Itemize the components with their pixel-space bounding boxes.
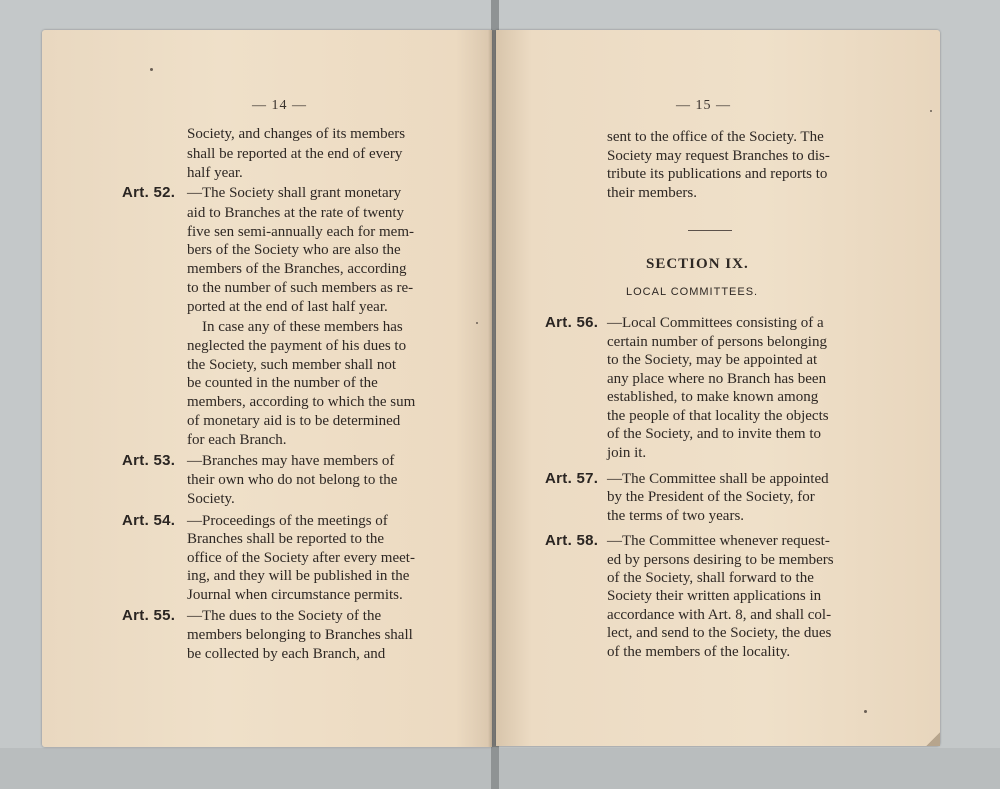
text-line: —The Society shall grant monetary — [187, 185, 402, 201]
section-divider — [688, 230, 732, 231]
page-number-15: — 15 — — [676, 98, 731, 113]
article-55-label: Art. 55. — [122, 607, 176, 624]
text-line: members of the Branches, according — [187, 261, 407, 277]
text-line: —The Committee shall be appointed — [607, 471, 829, 487]
text-line: their members. — [607, 185, 697, 201]
paper-speck — [864, 710, 867, 713]
text-line: of the Society, and to invite them to — [607, 426, 821, 442]
text-line: five sen semi-annually each for mem- — [187, 224, 414, 240]
text-line: Society their written applications in — [607, 588, 822, 604]
text-line: ed by persons desiring to be members — [607, 552, 834, 568]
text-line: of the Society, shall forward to the — [607, 570, 814, 586]
text-line: Journal when circumstance permits. — [187, 587, 403, 603]
text-line: of the members of the locality. — [607, 644, 791, 660]
text-line: aid to Branches at the rate of twenty — [187, 205, 405, 221]
article-52-label: Art. 52. — [122, 184, 176, 201]
text-line: neglected the payment of his dues to — [187, 338, 407, 354]
text-line: —The Committee whenever request- — [607, 533, 830, 549]
paper-speck — [930, 110, 932, 112]
text-line: ported at the end of last half year. — [187, 299, 388, 315]
text-line: half year. — [187, 165, 243, 181]
text-line: Society, and changes of its members — [187, 126, 406, 142]
article-54-label: Art. 54. — [122, 512, 176, 529]
text-line: by the President of the Society, for — [607, 489, 815, 505]
text-line: to the Society, may be appointed at — [607, 352, 818, 368]
text-line: bers of the Society who are also the — [187, 242, 401, 258]
background-surface — [0, 748, 1000, 789]
text-line: —The dues to the Society of the — [187, 608, 382, 624]
paper-speck — [476, 322, 478, 324]
text-line: certain number of persons belonging — [607, 334, 827, 350]
text-line: their own who do not belong to the — [187, 472, 398, 488]
text-line: be collected by each Branch, and — [187, 646, 386, 662]
text-line: —Local Committees consisting of a — [607, 315, 824, 331]
text-line: lect, and send to the Society, the dues — [607, 625, 832, 641]
paper-speck — [150, 68, 153, 71]
text-line: accordance with Art. 8, and shall col- — [607, 607, 832, 623]
text-line: join it. — [607, 445, 647, 461]
text-line: —Proceedings of the meetings of — [187, 513, 388, 529]
text-line: of monetary aid is to be determined — [187, 413, 401, 429]
text-line: sent to the office of the Society. The — [607, 129, 824, 145]
text-line: Society. — [187, 491, 235, 507]
text-line: established, to make known among — [607, 389, 819, 405]
text-line: ing, and they will be published in the — [187, 568, 410, 584]
page-corner-fold — [926, 732, 940, 746]
text-line: the people of that locality the objects — [607, 408, 829, 424]
text-line: any place where no Branch has been — [607, 371, 827, 387]
text-line: the terms of two years. — [607, 508, 745, 524]
text-line: In case any of these members has — [202, 319, 403, 335]
text-line: the Society, such member shall not — [187, 357, 396, 373]
article-56-label: Art. 56. — [545, 314, 599, 331]
text-line: Branches shall be reported to the — [187, 531, 385, 547]
text-line: for each Branch. — [187, 432, 287, 448]
text-line: members, according to which the sum — [187, 394, 416, 410]
right-page — [496, 30, 940, 746]
text-line: to the number of such members as re- — [187, 280, 414, 296]
text-line: be counted in the number of the — [187, 375, 378, 391]
text-line: Society may request Branches to dis- — [607, 148, 830, 164]
article-53-label: Art. 53. — [122, 452, 176, 469]
text-line: shall be reported at the end of every — [187, 146, 403, 162]
text-line: tribute its publications and reports to — [607, 166, 828, 182]
article-58-label: Art. 58. — [545, 532, 599, 549]
left-page — [42, 30, 492, 747]
section-subtitle: LOCAL COMMITTEES. — [626, 286, 759, 298]
article-57-label: Art. 57. — [545, 470, 599, 487]
page-number-14: — 14 — — [252, 98, 307, 113]
text-line: —Branches may have members of — [187, 453, 395, 469]
text-line: office of the Society after every meet- — [187, 550, 415, 566]
text-line: members belonging to Branches shall — [187, 627, 413, 643]
section-title: SECTION IX. — [646, 256, 749, 272]
